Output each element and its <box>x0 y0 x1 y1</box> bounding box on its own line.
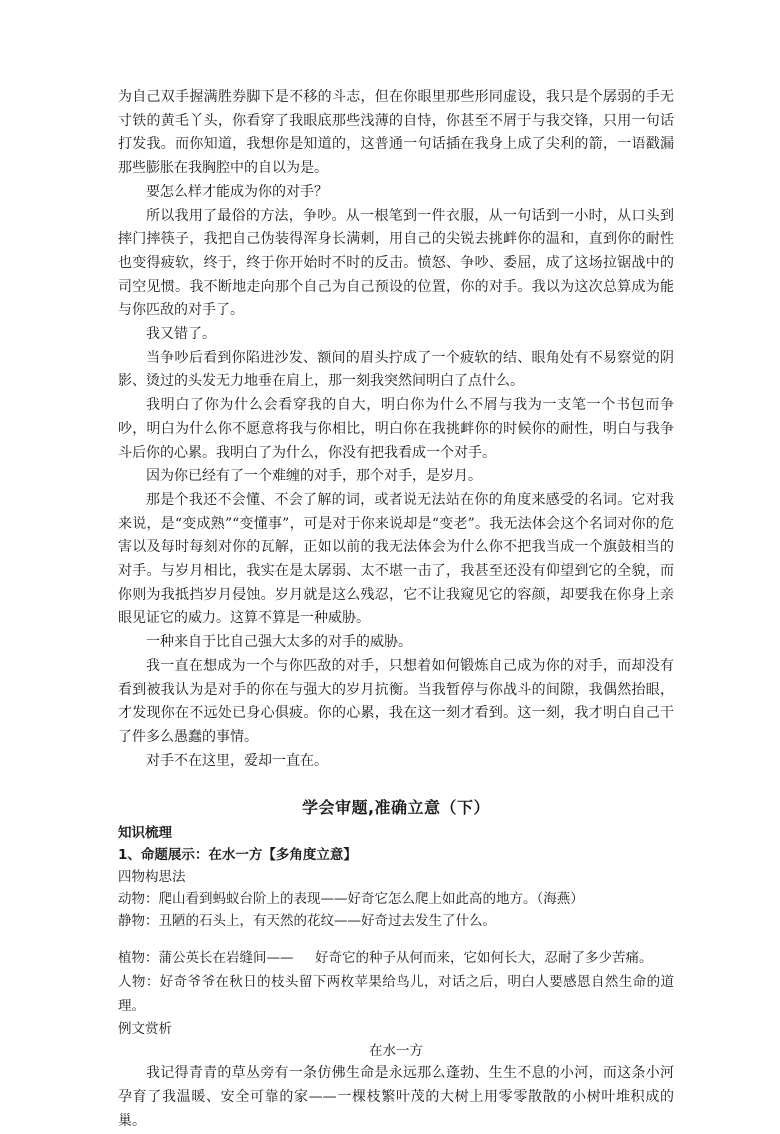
essay-paragraph-9: 一种来自于比自己强大太多的对手的威胁。 <box>146 634 412 651</box>
essay-paragraph-1: 为自己双手握满胜券脚下是不移的斗志，但在你眼里那些形同虚设，我只是个孱弱的手无寸铁的黄毛丫头，你看穿了我眼底那些浅薄的自恃，你甚至不屑于与我交锋，只用一句话打发我。而你知道，我想你是知道的，这普通一句话插在我身上成了尖利的箭，一语戳漏那些膨胀在我胸腔中的自以为是。 <box>118 89 674 177</box>
essay-paragraph-3: 所以我用了最俗的方法，争吵。从一根笔到一件衣服，从一句话到一小时，从口头到摔门摔筷子，我把自己伪装得浑身长满刺，用自己的尖锐去挑衅你的温和，直到你的耐性也变得疲软，终于，终于你开始时不时的反击。愤怒、争吵、委屈，成了这场拉锯战中的司空见惯。我不断地走向那个自己为自己预设的位置，你的对手。我以为这次总算成为能与你匹敌的对手了。 <box>118 207 674 319</box>
essay-paragraph-10: 我一直在想成为一个与你匹敌的对手，只想着如何锻炼自己成为你的对手，而却没有看到被我认为是对手的你在与强大的岁月抗衡。当我暂停与你战斗的间隙，我偶然抬眼，才发现你在不远处已身心俱疲。你的心累，我在这一刻才看到。这一刻，我才明白自己干了件多么愚蠢的事情。 <box>118 657 674 745</box>
topic-heading: 1、命题展示：在水一方【多角度立意】 <box>118 847 357 864</box>
essay-paragraph-8: 那是个我还不会懂、不会了解的词，或者说无法站在你的角度来感受的名词。它对我来说，是“变成熟”“变懂事”，可是对于你来说却是“变老”。我无法体会这个名词对你的危害以及每时每刻对你的瓦解，正如以前的我无法体会为什么你不把我当成一个旗鼓相当的对手。与岁月相比，我实在是太孱弱、太不堪一击了，我甚至还没有仰望到它的全貌，而你则为我抵挡岁月侵蚀。岁月就是这么残忍，它不让我窥见它的容颜，却要我在你身上亲眼见证它的威力。这算不算是一种威胁。 <box>118 491 674 627</box>
spacer <box>118 932 674 946</box>
section-heading: 知识梳理 <box>118 825 172 842</box>
essay-paragraph-4: 我又错了。 <box>146 326 216 343</box>
essay-body <box>118 86 674 773</box>
method-label: 四物构思法 <box>118 869 186 886</box>
essay-paragraph-7: 因为你已经有了一个难缠的对手，那个对手，是岁月。 <box>146 468 482 485</box>
sample-essay-title: 在水一方 <box>369 1043 423 1060</box>
essay-paragraph-5: 当争吵后看到你陷进沙发、额间的眉头拧成了一个疲软的结、眼角处有不易察觉的阴影、烫过的头发无力地垂在肩上，那一刻我突然间明白了点什么。 <box>118 349 674 390</box>
lesson-title: 学会审题,准确立意（下） <box>301 798 491 818</box>
essay-paragraph-6: 我明白了你为什么会看穿我的自大，明白你为什么不屑与我为一支笔一个书包而争吵，明白为什么你不愿意将我与你相比，明白你在我挑衅你的时候你的耐性，明白与我争斗后你的心累。我明白了为什么，你没有把我看成一个对手。 <box>118 397 674 461</box>
essay-paragraph-11: 对手不在这里，爱却一直在。 <box>146 752 328 769</box>
essay-paragraph-2: 要怎么样才能成为你的对手？ <box>146 183 328 200</box>
person-line: 人物：好奇爷爷在秋日的枝头留下两枚苹果给鸟儿，对话之后，明白人要感恩自然生命的道理。 <box>118 974 674 1015</box>
document-page <box>118 86 674 1134</box>
appreciation-label: 例文赏析 <box>118 1021 172 1038</box>
sample-essay-paragraph: 我记得青青的草丛旁有一条仿佛生命是永远那么蓬勃、生生不息的小河，而这条小河孕育了我温暖、安全可靠的家——一棵枝繁叶茂的大树上用零零散散的小树叶堆积成的巢。 <box>118 1065 674 1129</box>
still-object-line: 静物：丑陋的石头上，有天然的花纹——好奇过去发生了什么。 <box>118 913 496 930</box>
plant-line: 植物：蒲公英长在岩缝间—— 好奇它的种子从何而来，它如何长大，忍耐了多少苦痛。 <box>118 950 653 967</box>
animal-line: 动物：爬山看到蚂蚁台阶上的表现——好奇它怎么爬上如此高的地方。（海燕） <box>118 891 584 908</box>
